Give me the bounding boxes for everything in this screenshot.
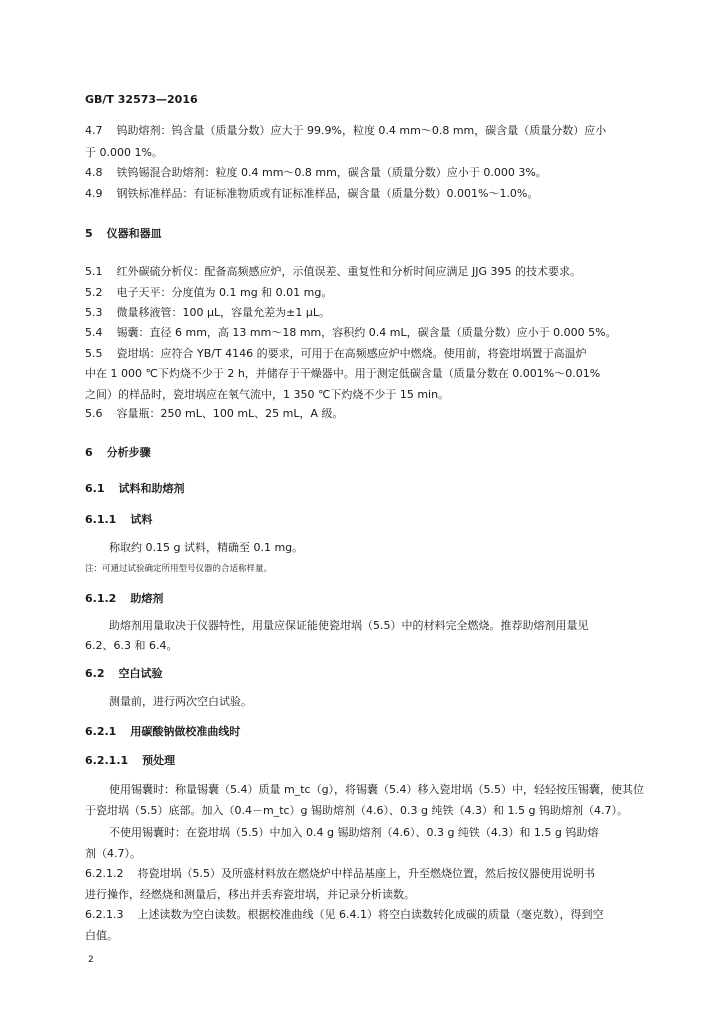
section-6-1-heading: 6.1 试料和助熔剂 xyxy=(85,482,185,495)
clause-5-5: 5.5 瓷坩埚：应符合 YB/T 4146 的要求，可用于在高频感应炉中燃烧。使用前，将瓷坩埚置于高温炉 xyxy=(85,347,587,360)
clause-5-2: 5.2 电子天平：分度值为 0.1 mg 和 0.01 mg。 xyxy=(85,286,333,299)
clause-6-2-1-3-cont: 白值。 xyxy=(85,929,118,942)
standard-code: GB/T 32573—2016 xyxy=(85,93,198,106)
clause-5-3: 5.3 微量移液管：100 μL，容量允差为±1 μL。 xyxy=(85,306,330,319)
section-6-1-2-heading: 6.1.2 助熔剂 xyxy=(85,592,164,605)
clause-6-2-1-3: 6.2.1.3 上述读数为空白读数。根据校准曲线（见 6.4.1）将空白读数转化成碳的质量（毫克数），得到空 xyxy=(85,908,604,921)
note-6-1-1: 注：可通过试验确定所用型号仪器的合适称样量。 xyxy=(85,564,273,574)
clause-6-2-1-1-text: 使用锡囊时：称量锡囊（5.4）质量 m_tc（g），将锡囊（5.4）移入瓷坩埚（5.5）中，轻轻按压锡囊，使其位 xyxy=(109,783,645,796)
clause-5-5-cont-2: 之间）的样品时，瓷坩埚应在氧气流中，1 350 ℃下灼烧不少于 15 min。 xyxy=(85,388,450,401)
clause-6-2-1-2-cont: 进行操作，经燃烧和测量后，移出并丢弃瓷坩埚，并记录分析读数。 xyxy=(85,888,415,901)
clause-5-4: 5.4 锡囊：直径 6 mm，高 13 mm～18 mm，容积约 0.4 mL，碳含量（质量分数）应小于 0.000 5%。 xyxy=(85,326,617,339)
clause-4-8: 4.8 铁钨锡混合助熔剂：粒度 0.4 mm～0.8 mm，碳含量（质量分数）应小于 0.000 3%。 xyxy=(85,166,547,179)
clause-4-7: 4.7 钨助熔剂：钨含量（质量分数）应大于 99.9%，粒度 0.4 mm～0.8 mm，碳含量（质量分数）应小 xyxy=(85,124,607,137)
clause-4-7-cont: 于 0.000 1%。 xyxy=(85,146,163,159)
clause-5-6: 5.6 容量瓶：250 mL、100 mL、25 mL，A 级。 xyxy=(85,407,344,420)
clause-6-2-1-1-alt: 不使用锡囊时：在瓷坩埚（5.5）中加入 0.4 g 锡助熔剂（4.6）、0.3 g 纯铁（4.3）和 1.5 g 钨助熔 xyxy=(109,826,599,839)
clause-6-1-2-text: 助熔剂用量取决于仪器特性，用量应保证能使瓷坩埚（5.5）中的材料完全燃烧。推荐助熔剂用量见 xyxy=(109,619,589,632)
section-6-1-1-heading: 6.1.1 试料 xyxy=(85,513,153,526)
section-6-heading: 6 分析步骤 xyxy=(85,446,151,459)
section-6-2-1-heading: 6.2.1 用碳酸钠做校准曲线时 xyxy=(85,725,241,738)
clause-5-1: 5.1 红外碳硫分析仪：配备高频感应炉，示值误差、重复性和分析时间应满足 JJG 395 的技术要求。 xyxy=(85,265,581,278)
clause-6-1-2-text-cont: 6.2、6.3 和 6.4。 xyxy=(85,639,178,652)
section-6-2-heading: 6.2 空白试验 xyxy=(85,667,163,680)
section-5-heading: 5 仪器和器皿 xyxy=(85,227,162,240)
page-number: 2 xyxy=(88,955,94,965)
clause-5-5-cont-1: 中在 1 000 ℃下灼烧不少于 2 h，并储存于干燥器中。用于测定低碳含量（质量分数在 0.001%～0.01% xyxy=(85,367,601,380)
clause-6-2-1-1-text-cont: 于瓷坩埚（5.5）底部。加入（0.4－m_tc）g 锡助熔剂（4.6）、0.3 g 纯铁（4.3）和 1.5 g 钨助熔剂（4.7）。 xyxy=(85,804,628,817)
clause-6-2-1-1-alt-cont: 剂（4.7）。 xyxy=(85,847,141,860)
clause-4-9: 4.9 钢铁标准样品：有证标准物质或有证标准样品，碳含量（质量分数）0.001%～1.0%。 xyxy=(85,187,539,200)
clause-6-1-1-text: 称取约 0.15 g 试料，精确至 0.1 mg。 xyxy=(109,541,304,554)
clause-6-2-1-2: 6.2.1.2 将瓷坩埚（5.5）及所盛材料放在燃烧炉中样品基座上，升至燃烧位置，然后按仪器使用说明书 xyxy=(85,867,595,880)
clause-6-2-text: 测量前，进行两次空白试验。 xyxy=(109,695,252,708)
section-6-2-1-1-heading: 6.2.1.1 预处理 xyxy=(85,754,176,767)
